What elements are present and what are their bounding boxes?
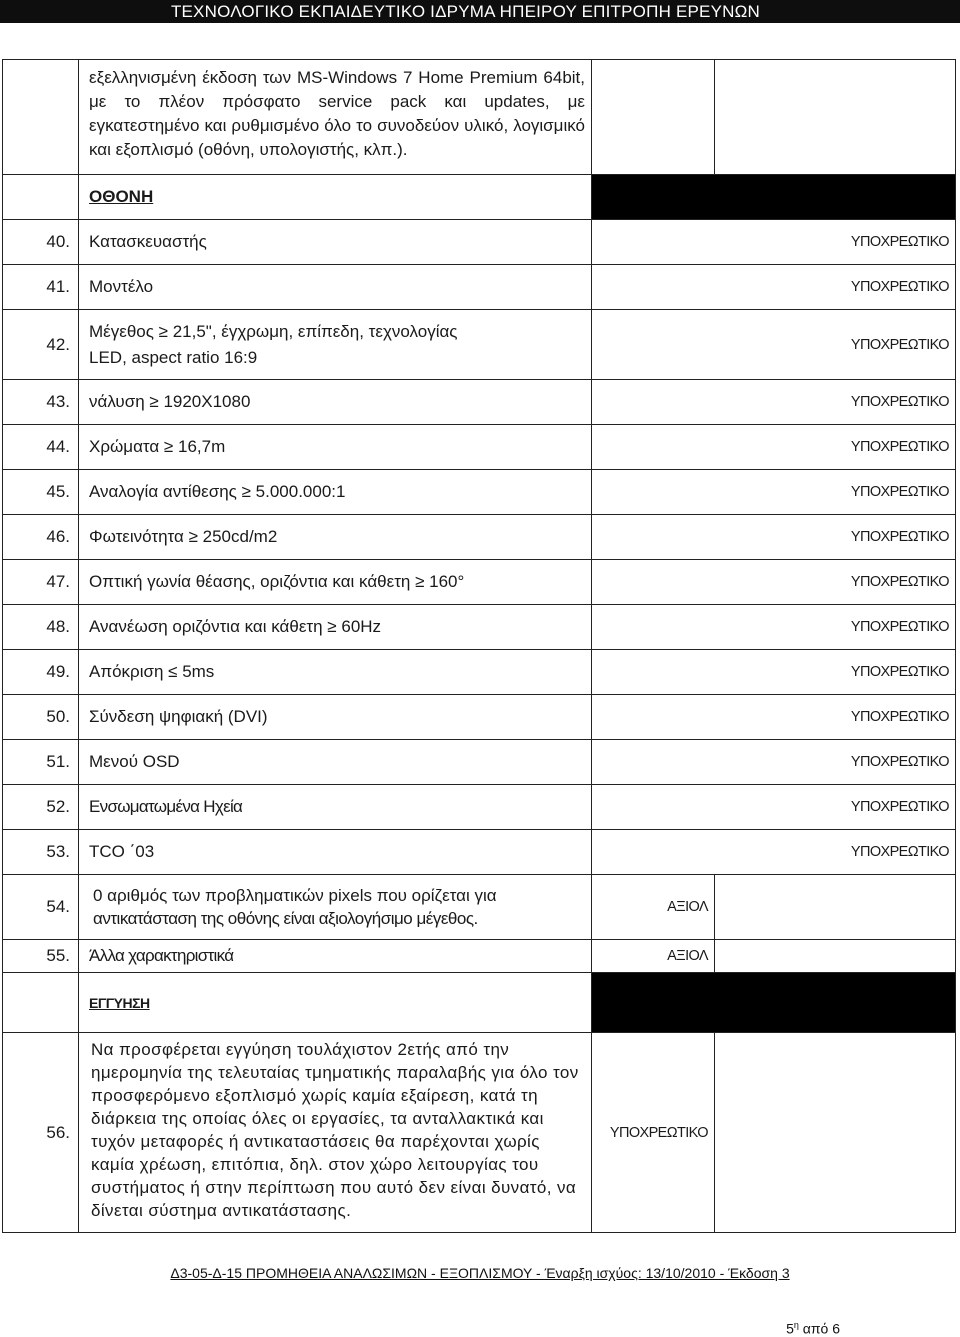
table-row bbox=[3, 220, 956, 265]
row-requirement: ΥΠΟΧΡΕΩΤΙΚΟ bbox=[592, 265, 956, 310]
row-requirement: ΑΞΙΟΛ bbox=[592, 875, 715, 940]
row-number: 41. bbox=[3, 265, 79, 310]
section-row bbox=[3, 175, 956, 220]
footer bbox=[0, 1265, 960, 1281]
row-requirement: ΑΞΙΟΛ bbox=[592, 940, 715, 973]
row-description: Μοντέλο bbox=[79, 265, 592, 310]
row-description: Άλλα χαρακτηριστικά bbox=[79, 940, 592, 973]
row-description: νάλυση ≥ 1920X1080 bbox=[79, 380, 592, 425]
row-number: 40. bbox=[3, 220, 79, 265]
empty-cell bbox=[715, 1033, 956, 1233]
section-title-warranty: ΕΓΓΥΗΣΗ bbox=[79, 973, 592, 1033]
row-number: 48. bbox=[3, 605, 79, 650]
row-description: Οπτική γωνία θέασης, οριζόντια και κάθετη ≥ 160° bbox=[79, 560, 592, 605]
table-row bbox=[3, 785, 956, 830]
empty-cell bbox=[592, 60, 715, 175]
section-title-screen: ΟΘΟΝΗ bbox=[79, 175, 592, 220]
row-description: Ανανέωση οριζόντια και κάθετη ≥ 60Hz bbox=[79, 605, 592, 650]
page-number-suffix: η bbox=[793, 1320, 799, 1330]
row-requirement: ΥΠΟΧΡΕΩΤΙΚΟ bbox=[592, 740, 956, 785]
row-description bbox=[79, 310, 592, 380]
row-requirement: ΥΠΟΧΡΕΩΤΙΚΟ bbox=[592, 380, 956, 425]
row-number: 43. bbox=[3, 380, 79, 425]
row-number: 42. bbox=[3, 310, 79, 380]
table-row bbox=[3, 695, 956, 740]
row-description: Να προσφέρεται εγγύηση τουλάχιστον 2ετής από την ημερομηνία της τελευταίας τμηματικής παραλαβής για όλο τον προσφερόμενο εξοπλισμό χωρίς καμία εξαίρεση, κατά τη διάρκεια της οποίας όλες οι εργασίες, τα ανταλλακτικά και τυχόν μεταφορές ή αντικαταστάσεις θα παρέχονται χωρίς καμία χρέωση, επιτόπια, δηλ. στον χώρο λειτουργίας του συστήματος ή στην περίπτωση που αυτό δεν είναι δυνατό, να δίνεται σύστημα αντικατάστασης. bbox=[79, 1033, 592, 1233]
row-description-line: LED, aspect ratio 16:9 bbox=[89, 347, 258, 367]
empty-cell bbox=[715, 940, 956, 973]
table-row bbox=[3, 380, 956, 425]
table-row bbox=[3, 560, 956, 605]
table-row bbox=[3, 740, 956, 785]
row-description: Μενού OSD bbox=[79, 740, 592, 785]
row-description-line: 0 αριθμός των προβληματικών pixels που ορίζεται για bbox=[93, 886, 497, 905]
row-requirement: ΥΠΟΧΡΕΩΤΙΚΟ bbox=[592, 1033, 715, 1233]
row-requirement: ΥΠΟΧΡΕΩΤΙΚΟ bbox=[592, 425, 956, 470]
header-title: ΤΕΧΝΟΛΟΓΙΚΟ ΕΚΠΑΙΔΕΥΤΙΚΟ ΙΔΡΥΜΑ ΗΠΕΙΡΟΥ ΕΠΙΤΡΟΠΗ ΕΡΕΥΝΩΝ bbox=[170, 2, 760, 21]
row-description-line: Μέγεθος ≥ 21,5", έγχρωμη, επίπεδη, τεχνολογίας bbox=[89, 321, 458, 341]
row-number: 54. bbox=[3, 875, 79, 940]
header-bar bbox=[0, 0, 960, 23]
section-row bbox=[3, 973, 956, 1033]
row-number: 53. bbox=[3, 830, 79, 875]
row-number: 45. bbox=[3, 470, 79, 515]
row-requirement: ΥΠΟΧΡΕΩΤΙΚΟ bbox=[592, 220, 956, 265]
row-requirement: ΥΠΟΧΡΕΩΤΙΚΟ bbox=[592, 515, 956, 560]
table-row bbox=[3, 310, 956, 380]
row-description: Ενσωματωμένα Ηχεία bbox=[79, 785, 592, 830]
num-cell bbox=[3, 973, 79, 1033]
footer-text: Δ3-05-Δ-15 ΠΡΟΜΗΘΕΙΑ ΑΝΑΛΩΣΙΜΩΝ - ΕΞΟΠΛΙΣΜΟΥ - Έναρξη ισχύος: 13/10/2010 - Έκδοση 3 bbox=[170, 1265, 790, 1281]
table-row bbox=[3, 265, 956, 310]
table-row bbox=[3, 1033, 956, 1233]
row-description bbox=[79, 875, 592, 940]
page-number-value: 5 bbox=[786, 1320, 794, 1337]
page-number-total: από 6 bbox=[798, 1320, 840, 1337]
row-description: Σύνδεση ψηφιακή (DVI) bbox=[79, 695, 592, 740]
row-description: TCO ΄03 bbox=[79, 830, 592, 875]
spec-table bbox=[2, 59, 956, 1233]
black-header-cell bbox=[592, 175, 956, 220]
row-requirement: ΥΠΟΧΡΕΩΤΙΚΟ bbox=[592, 310, 956, 380]
empty-cell bbox=[715, 60, 956, 175]
row-number: 47. bbox=[3, 560, 79, 605]
row-description: Κατασκευαστής bbox=[79, 220, 592, 265]
page-number bbox=[786, 1320, 840, 1337]
row-number: 44. bbox=[3, 425, 79, 470]
table-row bbox=[3, 60, 956, 175]
row-number: 49. bbox=[3, 650, 79, 695]
intro-text: εξελληνισμένη έκδοση των MS-Windows 7 Home Premium 64bit, με το πλέον πρόσφατο service pack και updates, με εγκατεστημένο και ρυθμισμένο όλο το συνοδεύον υλικό, λογισμικό και εξοπλισμό (οθόνη, υπολογιστής, κλπ.). bbox=[79, 60, 592, 175]
row-number: 51. bbox=[3, 740, 79, 785]
row-number: 50. bbox=[3, 695, 79, 740]
table-row bbox=[3, 425, 956, 470]
row-requirement: ΥΠΟΧΡΕΩΤΙΚΟ bbox=[592, 785, 956, 830]
row-description: Απόκριση ≤ 5ms bbox=[79, 650, 592, 695]
row-description: Φωτεινότητα ≥ 250cd/m2 bbox=[79, 515, 592, 560]
table-row bbox=[3, 515, 956, 560]
row-requirement: ΥΠΟΧΡΕΩΤΙΚΟ bbox=[592, 560, 956, 605]
row-description: Χρώματα ≥ 16,7m bbox=[79, 425, 592, 470]
row-number: 52. bbox=[3, 785, 79, 830]
row-requirement: ΥΠΟΧΡΕΩΤΙΚΟ bbox=[592, 830, 956, 875]
row-requirement: ΥΠΟΧΡΕΩΤΙΚΟ bbox=[592, 695, 956, 740]
empty-cell bbox=[715, 875, 956, 940]
row-description-line: αντικατάσταση της οθόνης είναι αξιολογήσιμο μέγεθος. bbox=[93, 909, 478, 928]
num-cell bbox=[3, 60, 79, 175]
table-row bbox=[3, 940, 956, 973]
row-requirement: ΥΠΟΧΡΕΩΤΙΚΟ bbox=[592, 650, 956, 695]
row-number: 55. bbox=[3, 940, 79, 973]
table-row bbox=[3, 650, 956, 695]
row-number: 56. bbox=[3, 1033, 79, 1233]
row-requirement: ΥΠΟΧΡΕΩΤΙΚΟ bbox=[592, 470, 956, 515]
table-row bbox=[3, 830, 956, 875]
table-row bbox=[3, 605, 956, 650]
table-row bbox=[3, 470, 956, 515]
row-number: 46. bbox=[3, 515, 79, 560]
black-header-cell bbox=[592, 973, 956, 1033]
num-cell bbox=[3, 175, 79, 220]
table-row bbox=[3, 875, 956, 940]
row-description: Αναλογία αντίθεσης ≥ 5.000.000:1 bbox=[79, 470, 592, 515]
row-requirement: ΥΠΟΧΡΕΩΤΙΚΟ bbox=[592, 605, 956, 650]
